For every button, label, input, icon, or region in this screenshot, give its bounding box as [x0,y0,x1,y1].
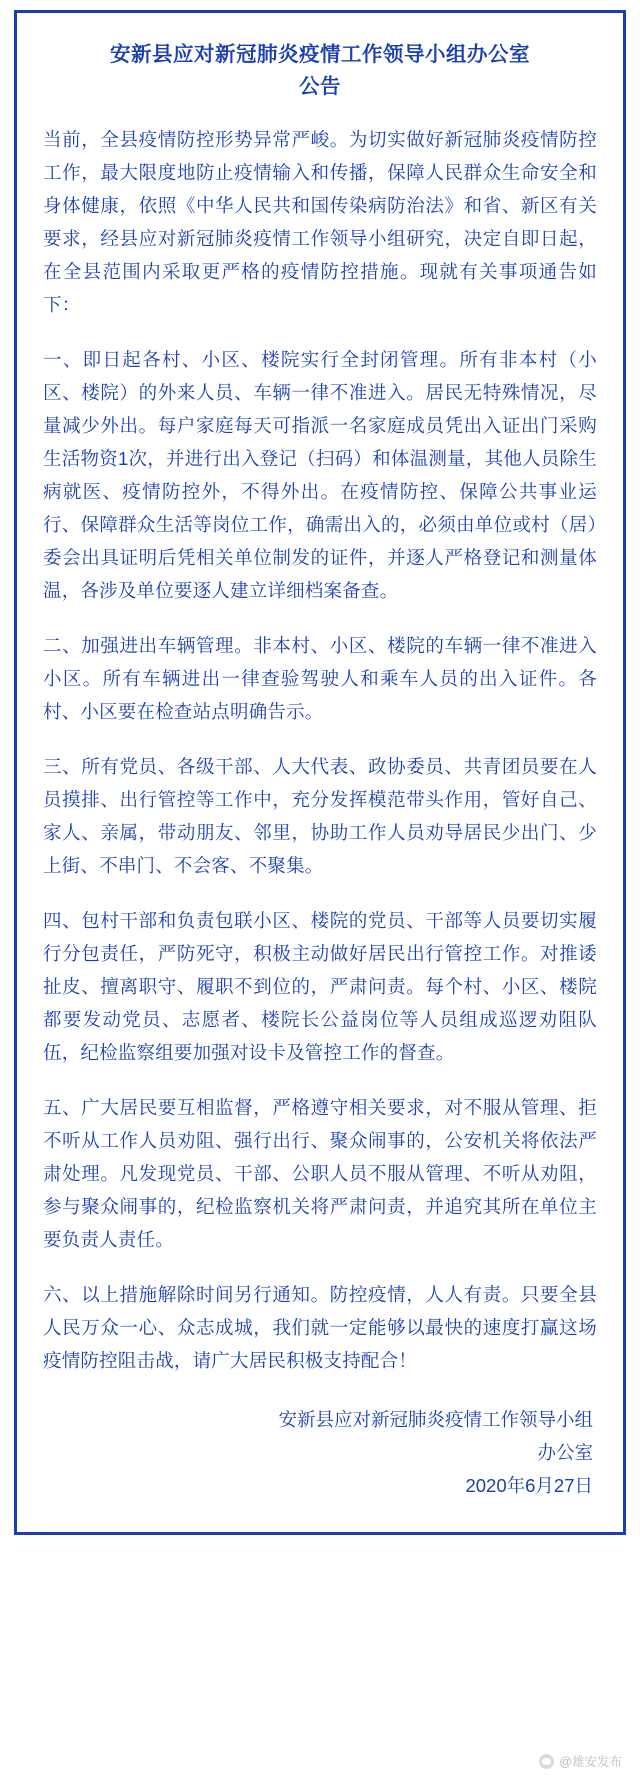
paragraph-item-4: 四、包村干部和负责包联小区、楼院的党员、干部等人员要切实履行分包责任，严防死守，积极主动做好居民出行管控工作。对推诿扯皮、擅离职守、履职不到位的，严肃问责。每个村、小区、楼院都要发动党员、志愿者、楼院长公益岗位等人员组成巡逻劝阻队伍，纪检监察组要加强对设卡及管控工作的督查。 [43,910,597,1063]
notice-card [14,10,626,1535]
signature-block [43,1403,597,1502]
paragraph-item-3: 三、所有党员、各级干部、人大代表、政协委员、共青团员要在人员摸排、出行管控等工作中，充分发挥模范带头作用，管好自己、家人、亲属，带动朋友、邻里，协助工作人员劝导居民少出门、少上街、不串门、不会客、不聚集。 [43,756,597,876]
watermark-label: @雄安发布 [559,1755,622,1769]
paragraph-item-2: 二、加强进出车辆管理。非本村、小区、楼院的车辆一律不准进入小区。所有车辆进出一律查验驾驶人和乘车人员的出入证件。各村、小区要在检查站点明确告示。 [43,635,597,722]
notice-body [43,123,597,1377]
paragraph-intro: 当前，全县疫情防控形势异常严峻。为切实做好新冠肺炎疫情防控工作，最大限度地防止疫情输入和传播，保障人民群众生命安全和身体健康，依照《中华人民共和国传染病防治法》和省、新区有关要求，经县应对新冠肺炎疫情工作领导小组研究，决定自即日起，在全县范围内采取更严格的疫情防控措施。现就有关事项通告如下： [43,129,597,315]
signature-date: 2020年6月27日 [465,1475,593,1496]
page-title [43,39,597,103]
signature-org-line-2: 办公室 [537,1442,593,1463]
paragraph-item-6: 六、以上措施解除时间另行通知。防控疫情，人人有责。只要全县人民万众一心、众志成城，我们就一定能够以最快的速度打赢这场疫情防控阻击战，请广大居民积极支持配合！ [43,1284,597,1371]
weibo-icon [539,1754,554,1769]
paragraph-item-1: 一、即日起各村、小区、楼院实行全封闭管理。所有非本村（小区、楼院）的外来人员、车辆一律不准进入。居民无特殊情况，尽量减少外出。每户家庭每天可指派一名家庭成员凭出入证出门采购生活物资1次，并进行出入登记（扫码）和体温测量，其他人员除生病就医、疫情防控外，不得外出。在疫情防控、保障公共事业运行、保障群众生活等岗位工作，确需出入的，必须由单位或村（居）委会出具证明后凭相关单位制发的证件，并逐人严格登记和测量体温，各涉及单位要逐人建立详细档案备查。 [43,349,597,601]
title-line-1: 安新县应对新冠肺炎疫情工作领导小组办公室 [110,43,530,66]
paragraph-item-5: 五、广大居民要互相监督，严格遵守相关要求，对不服从管理、拒不听从工作人员劝阻、强行出行、聚众闹事的，公安机关将依法严肃处理。凡发现党员、干部、公职人员不服从管理、不听从劝阻，参与聚众闹事的，纪检监察机关将严肃问责，并追究其所在单位主要负责人责任。 [43,1097,597,1250]
title-line-2: 公告 [299,75,341,98]
watermark [539,1752,622,1770]
signature-org-line-1: 安新县应对新冠肺炎疫情工作领导小组 [278,1409,593,1430]
